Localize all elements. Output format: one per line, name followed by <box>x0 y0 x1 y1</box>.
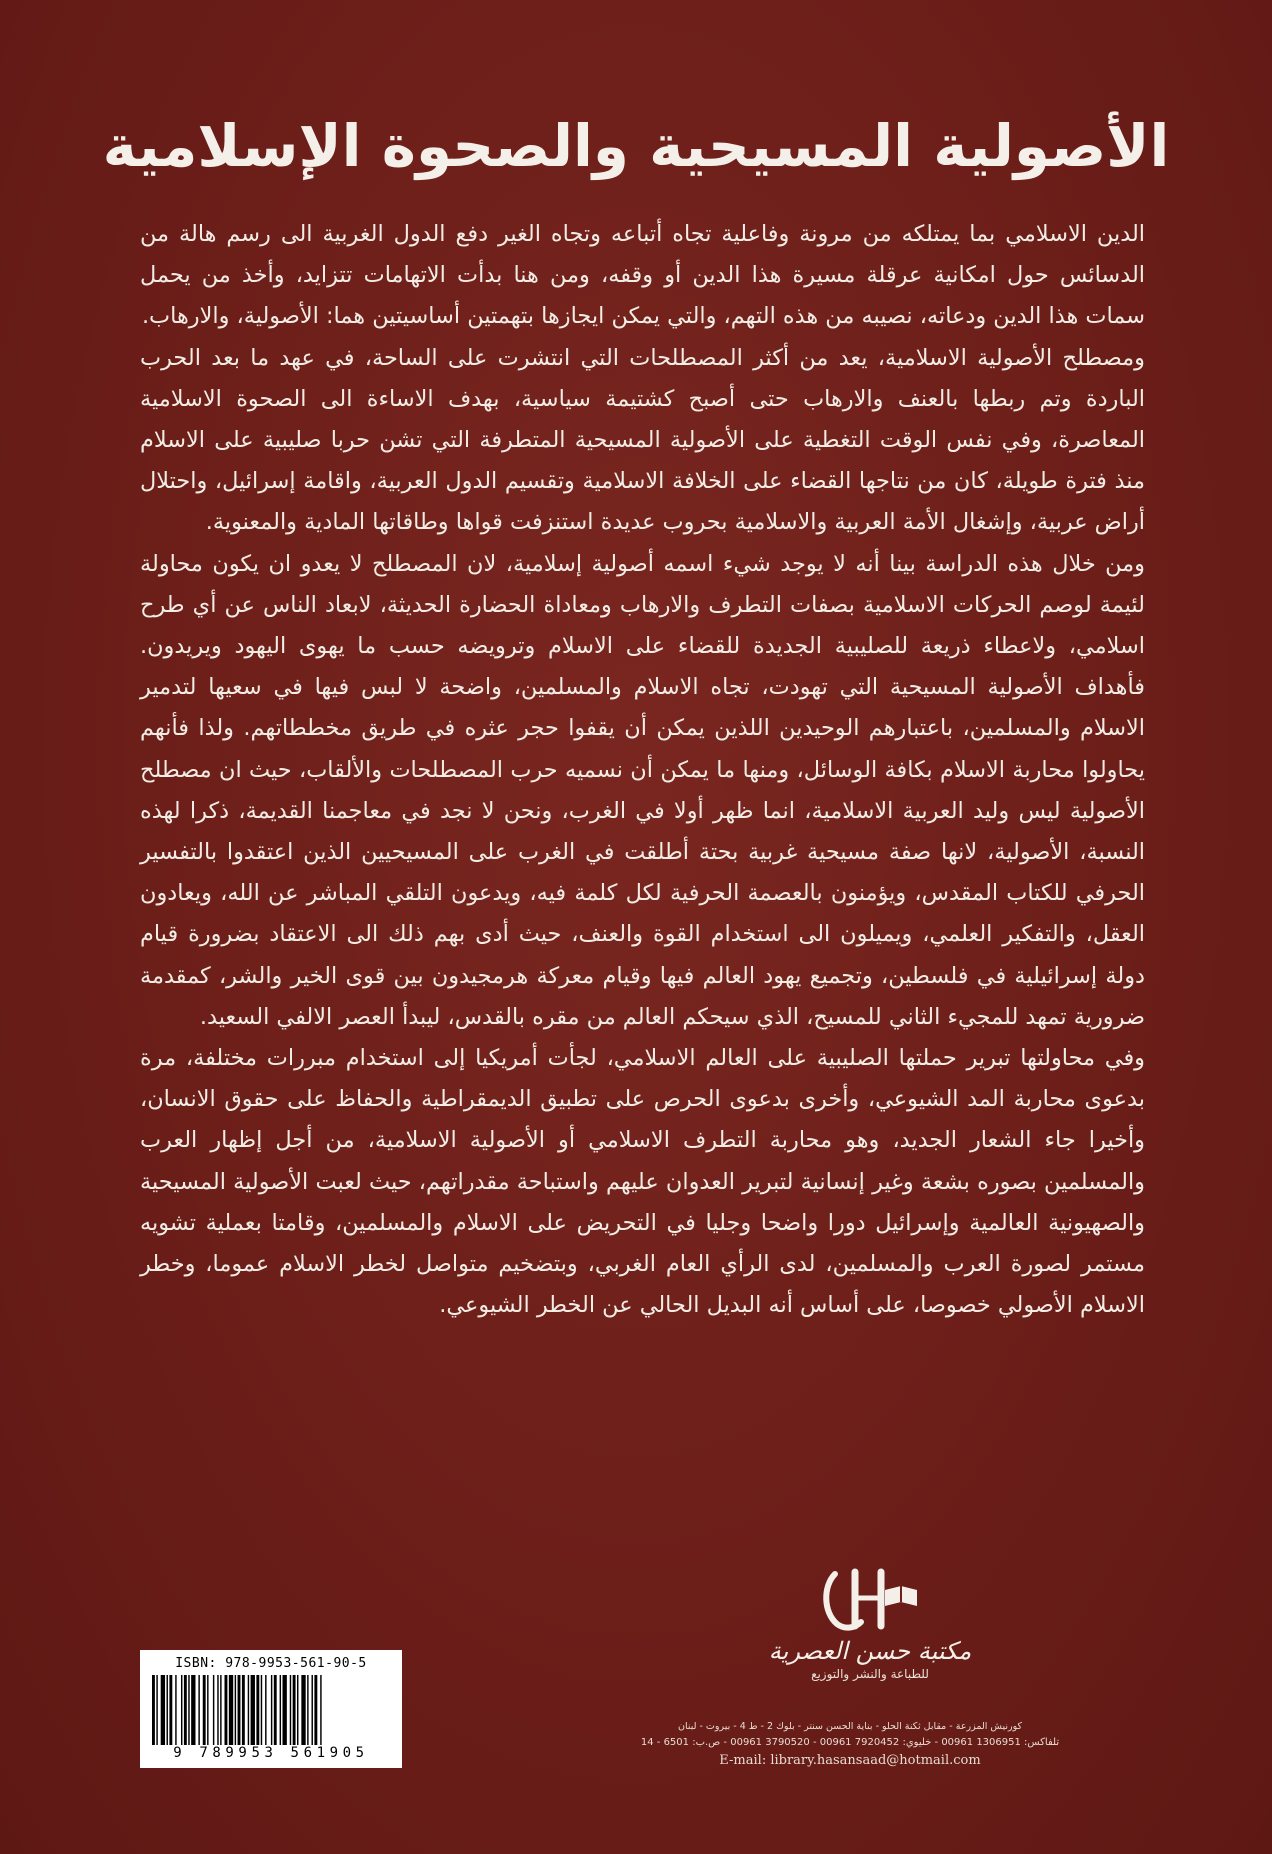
barcode-bar <box>261 1675 262 1745</box>
barcode-bar <box>207 1675 208 1745</box>
barcode-bar <box>229 1675 233 1745</box>
barcode-bar <box>265 1675 266 1745</box>
barcode-bar <box>307 1675 308 1745</box>
barcode-bar <box>238 1675 241 1745</box>
isbn-barcode <box>140 1650 402 1768</box>
barcode-bar <box>248 1675 249 1745</box>
barcode-bar <box>217 1675 218 1745</box>
barcode-bar <box>242 1675 245 1745</box>
synopsis-paragraph: الدين الاسلامي بما يمتلكه من مرونة وفاعلية تجاه أتباعه وتجاه الغير دفع الدول الغربية الى رسم هالة من الدسائس حول امكانية عرقلة مسيرة هذا الدين أو وقفه، ومن هنا بدأت الاتهامات تتزايد، وأخذ من يحمل سمات هذا الدين ودعاته، نصيبه من هذه التهم، والتي يمكن ايجازها بتهمتين أساسيتين هما: الأصولية، والارهاب. <box>140 221 1145 330</box>
barcode-bar <box>184 1675 187 1745</box>
synopsis-paragraph: ومصطلح الأصولية الاسلامية، يعد من أكثر المصطلحات التي انتشرت على الساحة، في عهد ما بعد الحرب الباردة وتم ربطها بالعنف والارهاب حتى أصبح كشتيمة سياسية، بهدف الاساءة الى الصحوة الاسلامية المعاصرة، وفي نفس الوقت التغطية على الأصولية المسيحية المتطرفة التي تشن حربا صليبية على الاسلام منذ فترة طويلة، كان من نتاجها القضاء على الخلافة الاسلامية وتقسيم الدول العربية، واقامة إسرائيل، واحتلال أراض عربية، وإشغال الأمة العربية والاسلامية بحروب عديدة استنزفت قواها وطاقاتها المادية والمعنوية. <box>140 344 1145 536</box>
publisher-address: كورنيش المزرعة - مقابل ثكنة الحلو - بناية الحسن سنتر - بلوك 2 - ط 4 - بيروت - لبنان <box>677 1721 1023 1732</box>
barcode-bar <box>297 1675 298 1745</box>
publisher-logo-icon <box>815 1566 925 1632</box>
publisher-contact <box>540 1720 1160 1770</box>
barcode-bar <box>314 1675 317 1745</box>
barcode-bar <box>188 1675 189 1745</box>
barcode-bar <box>198 1675 199 1745</box>
barcode-bar <box>271 1675 272 1745</box>
barcode-bar <box>320 1675 321 1745</box>
barcode-bar <box>283 1675 287 1745</box>
barcode-bars <box>148 1675 394 1745</box>
synopsis-text <box>140 214 1145 1326</box>
barcode-bar <box>225 1675 228 1745</box>
barcode-bar <box>181 1675 182 1745</box>
barcode-bar <box>280 1675 281 1745</box>
isbn-label: ISBN: 978-9953-561-90-5 <box>175 1656 367 1671</box>
barcode-bar <box>220 1675 221 1745</box>
barcode-bar <box>274 1675 277 1745</box>
barcode-bar <box>167 1675 168 1745</box>
cover-title: الأصولية المسيحية والصحوة الإسلامية <box>102 112 1170 180</box>
publisher-name: مكتبة حسن العصرية <box>768 1637 972 1665</box>
barcode-bar <box>256 1675 259 1745</box>
synopsis-paragraph: ومن خلال هذه الدراسة بينا أنه لا يوجد شيء اسمه أصولية إسلامية، لان المصطلح لا يعدو ان يكون محاولة لئيمة لوصم الحركات الاسلامية بصفات التطرف والارهاب ومعاداة الحضارة الحديثة، لابعاد الناس عن أي طرح اسلامي، ولاعطاء ذريعة للصليبية الجديدة للقضاء على الاسلام وترويضه حسب ما يهوى اليهود ويريدون. فأهداف الأصولية المسيحية التي تهودت، تجاه الاسلام والمسلمين، واضحة لا لبس فيها في سعيها لتدمير الاسلام والمسلمين، باعتبارهم الوحيدين اللذين يمكن أن يقفوا حجر عثره في طريق مخططاتهم. ولذا فأنهم يحاولوا محاربة الاسلام بكافة الوسائل، ومنها ما يمكن أن نسميه حرب المصطلحات والألقاب، حيث ان مصطلح الأصولية ليس وليد العربية الاسلامية، انما ظهر أولا في الغرب، ونحن لا نجد في معاجمنا القديمة، ذكرا لهذه النسبة، الأصولية، لانها صفة مسيحية غربية بحتة أطلقت في الغرب على المسيحيين الذين اعتقدوا بالتفسير الحرفي للكتاب المقدس، ويؤمنون بالعصمة الحرفية لكل كلمة فيه، ويدعون التلقي المباشر عن الله، ويعادون العقل، والتفكير العلمي، ويميلون الى استخدام القوة والعنف، حيث أدى بهم ذلك الى الاعتقاد بضرورة قيام دولة إسرائيلية في فلسطين، وتجميع يهود العالم فيها وقيام معركة هرمجيدون بين قوى الخير والشر، كمقدمة ضرورية تمهد للمجيء الثاني للمسيح، الذي سيحكم العالم من مقره بالقدس، ليبدأ العصر الالفي السعيد. <box>140 550 1145 1030</box>
barcode-bar <box>251 1675 255 1745</box>
barcode-bar <box>213 1675 214 1745</box>
publisher-subtitle: للطباعة والنشر والتوزيع <box>811 1667 929 1681</box>
barcode-bar <box>290 1675 291 1745</box>
barcode-bar <box>203 1675 206 1745</box>
barcode-bar <box>175 1675 176 1745</box>
barcode-bar <box>191 1675 195 1745</box>
publisher-block <box>690 1566 1050 1716</box>
barcode-bar <box>161 1675 165 1745</box>
isbn-digits: 9 789953 561905 <box>173 1745 369 1761</box>
publisher-phones: تلفاكس: 1306951 00961 - خليوي: 7920452 00961 - 3790520 00961 - ص.ب: 6501 - 14 <box>640 1737 1060 1748</box>
barcode-bar <box>235 1675 236 1745</box>
barcode-bar <box>301 1675 305 1745</box>
barcode-bar <box>152 1675 155 1745</box>
publisher-email: E-mail: library.hasansaad@hotmail.com <box>719 1753 981 1768</box>
barcode-bar <box>312 1675 313 1745</box>
synopsis-paragraph: وفي محاولتها تبرير حملتها الصليبية على العالم الاسلامي، لجأت أمريكيا إلى استخدام مبررات مختلفة، مرة بدعوى محاربة المد الشيوعي، وأخرى بدعوى الحرص على تطبيق الديمقراطية والحفاظ على حقوق الانسان، وأخيرا جاء الشعار الجديد، وهو محاربة التطرف الاسلامي أو الأصولية الاسلامية، من أجل إظهار العرب والمسلمين بصوره بشعة وغير إنسانية لتبرير العدوان عليهم واستباحة مقدراتهم، حيث لعبت الأصولية المسيحية والصهيونية العالمية وإسرائيل دورا واضحا وجليا في التحريض على الاسلام والمسلمين، وقامتا بعملية تشويه مستمر لصورة العرب والمسلمين، لدى الرأي العام الغربي، وبتضخيم متواصل لخطر الاسلام عموما، وخطر الاسلام الأصولي خصوصا، على أساس أنه البديل الحالي عن الخطر الشيوعي. <box>140 1045 1145 1319</box>
barcode-bar <box>293 1675 296 1745</box>
barcode-bar <box>169 1675 172 1745</box>
barcode-bar <box>156 1675 157 1745</box>
